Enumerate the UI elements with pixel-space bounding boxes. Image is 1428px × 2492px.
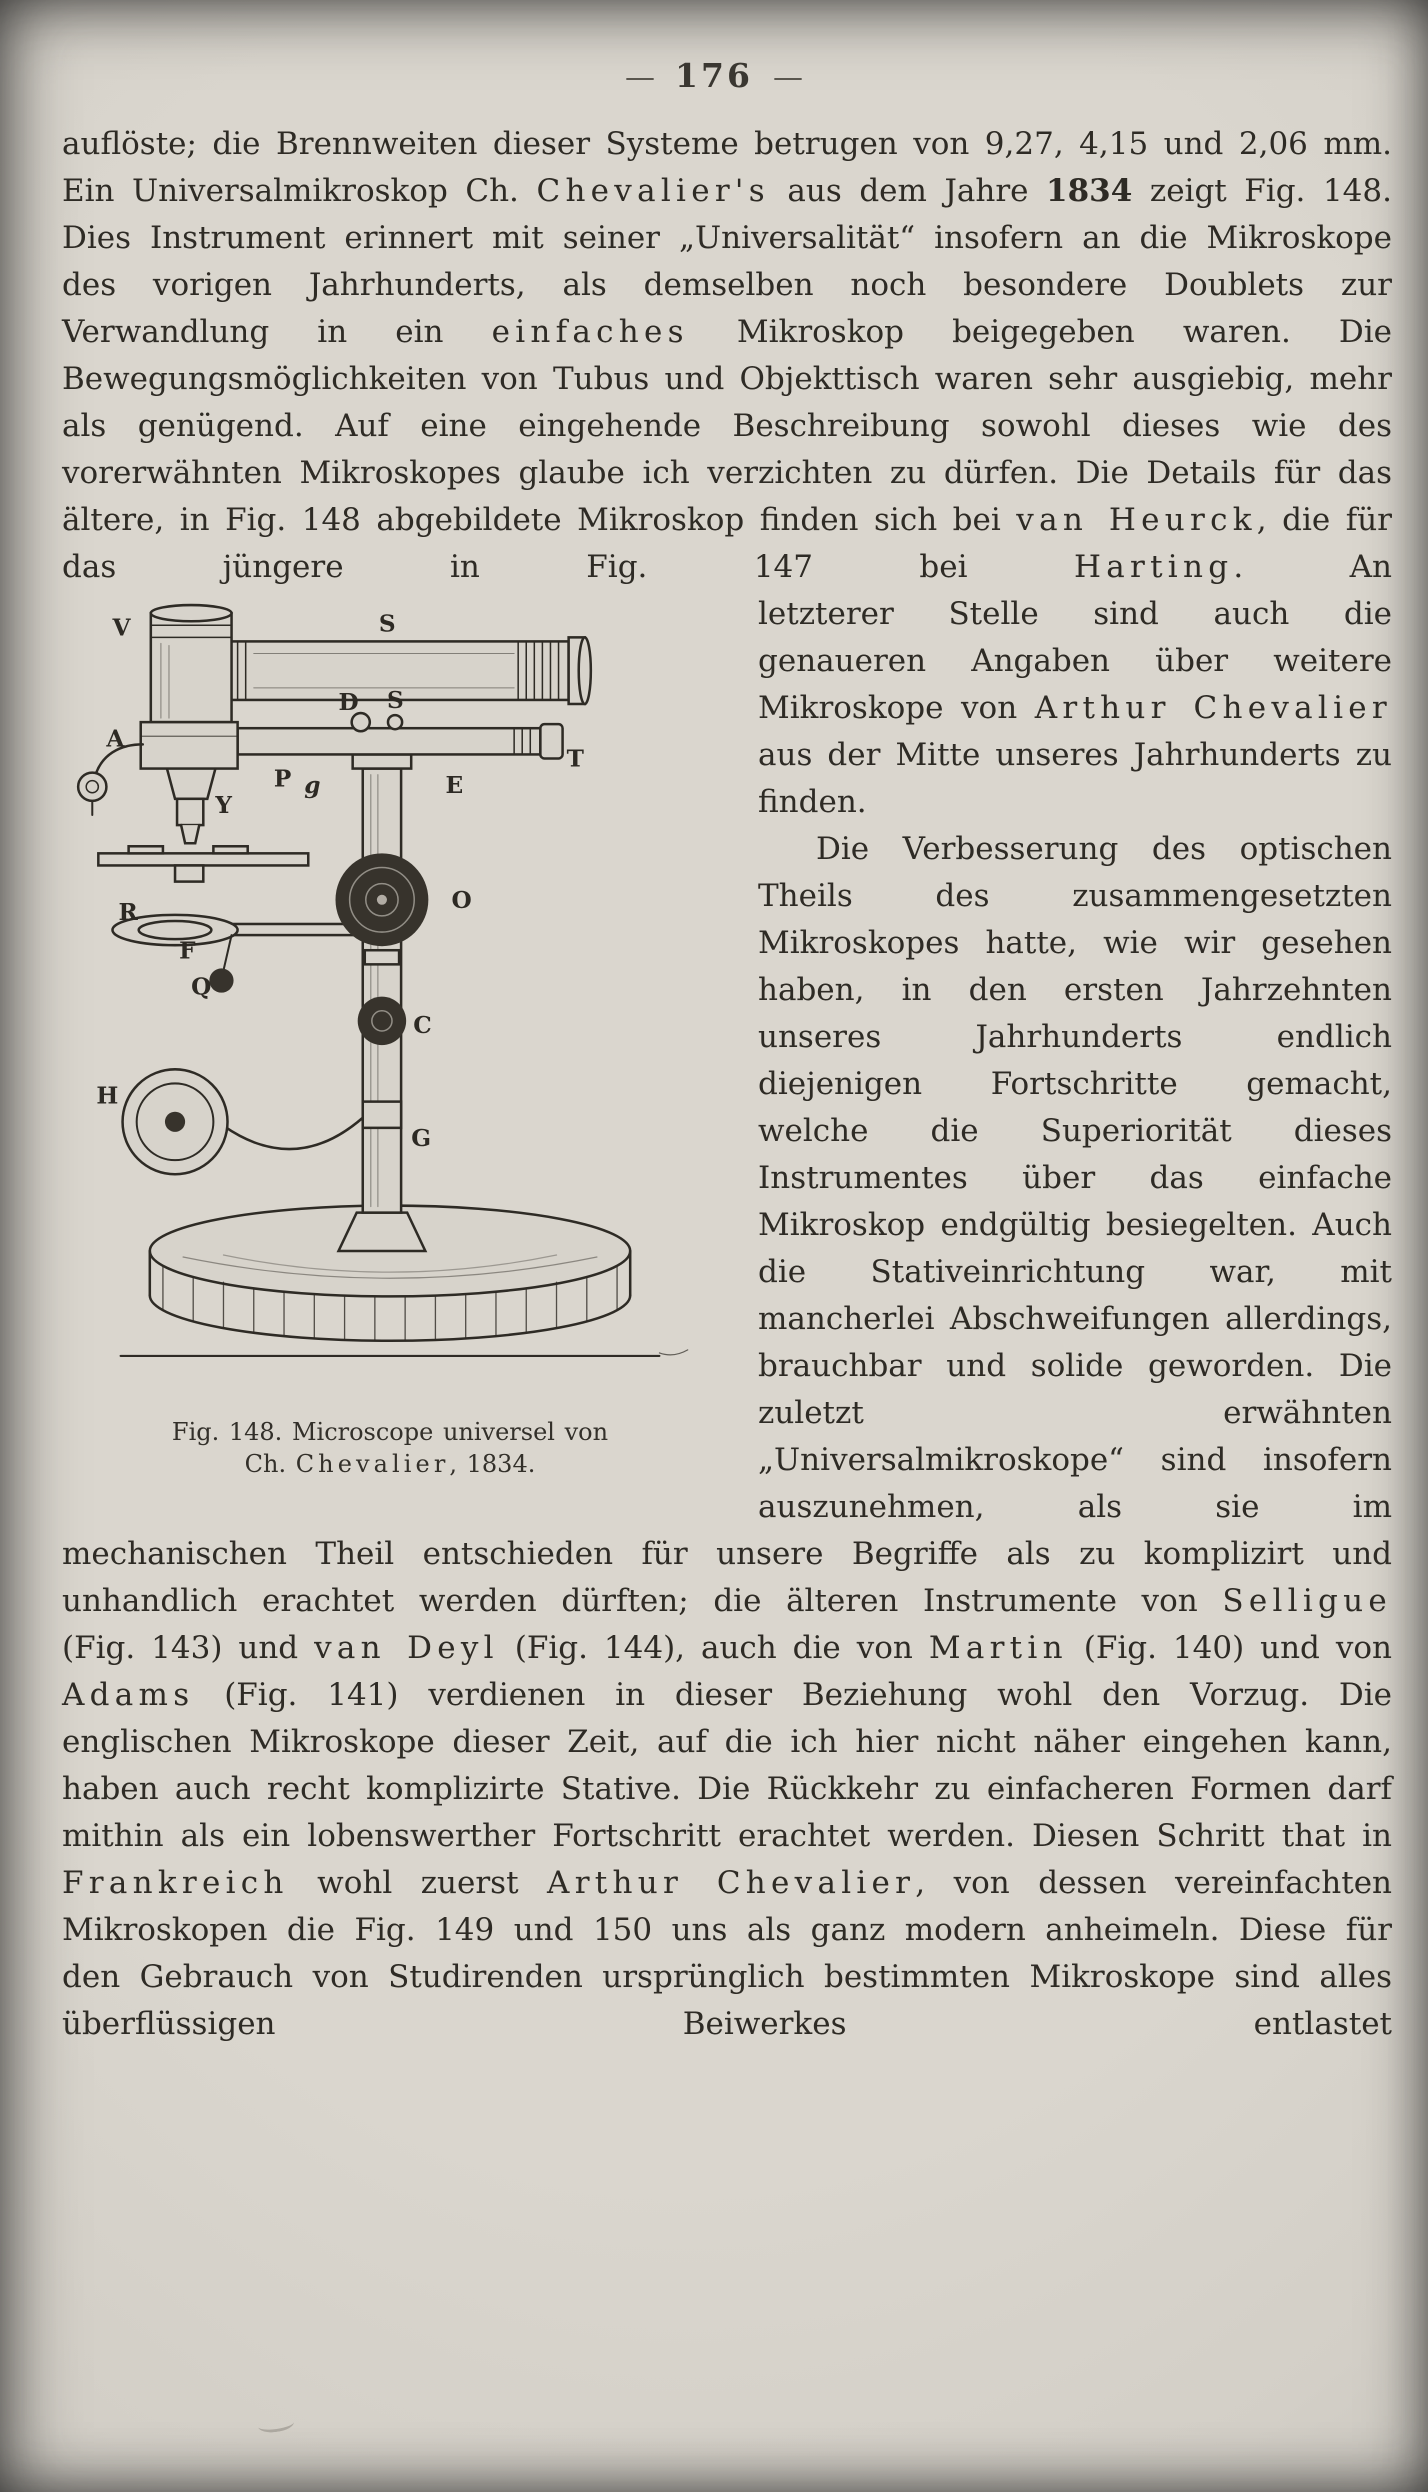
header-rule-left: —	[625, 60, 656, 95]
svg-text:Q: Q	[191, 973, 212, 1001]
figure-caption-line1: Fig. 148. Microscope universel von	[171, 1418, 609, 1447]
svg-text:S: S	[378, 610, 396, 638]
body-paragraph-2: Die Verbesserung des optischen Theils des zusammengesetzten Mikroskopes hatte, wie wir gesehen haben, in den ersten Jahrzehnten unseres Jahrhunderts endlich diejenigen Fortschritte gemacht, welche die Superiorität dieses Instrumentes über das einfache Mikroskop endgültig besiegelten. Auch die Stativeinrichtung war, mit mancherlei Abschweifungen allerdings, brauchbar und solide geworden. Die zuletzt erwähnten „Universalmikroskope“ sind insofern auszunehmen, als sie im mechanischen Theil entschieden für unsere Begriffe als zu komplizirt und unhandlich erachtet werden dürften; die älteren Instrumente von Selligue (Fig. 143) und van Deyl (Fig. 144), auch die von Martin (Fig. 140) und von Adams (Fig. 141) verdienen in dieser Beziehung wohl den Vorzug. Die englischen Mikroskope dieser Zeit, auf die ich hier nicht näher eingehen kann, haben auch recht komplizirte Stative. Die Rückkehr zu einfacheren Formen darf mithin als ein lobenswerther Fortschritt erachtet werden. Diesen Schritt that in Frankreich wohl zuerst Arthur Chevalier, von dessen vereinfachten Mikroskopen die Fig. 149 und 150 uns als ganz modern anheimeln. Diese für den Gebrauch von Studirenden ursprünglich bestimmten Mikroskope sind alles überflüssigen Beiwerkes entlastet	[62, 831, 1393, 2042]
svg-text:Y: Y	[215, 791, 232, 819]
svg-text:R: R	[118, 898, 138, 926]
svg-text:H: H	[96, 1082, 119, 1110]
figure-148	[62, 597, 718, 1480]
header-rule-right: —	[772, 60, 803, 95]
pencil-mark	[257, 2415, 295, 2435]
svg-text:E: E	[445, 771, 464, 799]
body-paragraph-1a: auflöste; die Brennweiten dieser Systeme betrugen von 9,27, 4,15 und 2,06 mm. Ein Universalmikroskop Ch. Chevalier's aus dem Jahre 1834 zeigt Fig. 148. Dies Instrument erinnert mit seiner „Universalität“ insofern an die Mikroskope des vorigen Jahrhunderts, als demselben noch besondere Doublets zur Verwandlung in ein einfaches Mikroskop beigegeben waren. Die Bewegungsmöglichkeiten von Tubus und Objekttisch waren sehr ausgiebig, mehr als genügend. Auf eine eingehende Beschreibung sowohl dieses wie des vorerwähnten Mikroskopes glaube ich verzichten zu dürfen. Die Details für das ältere, in Fig. 148 abgebildete Mikroskop finden sich bei van Heurck, die für das jüngere in Fig. 147 bei Harting. An	[62, 126, 1393, 585]
body-paragraph-1b: letzterer Stelle sind auch die genaueren Angaben über weitere Mikroskope von Arthur Chevalier aus der Mitte unseres Jahrhunderts zu finden.	[758, 596, 1392, 820]
figure-caption-line2: Ch. Chevalier, 1834.	[244, 1450, 536, 1479]
page-header	[0, 0, 1428, 95]
svg-text:O: O	[451, 886, 472, 914]
svg-text:D: D	[338, 689, 359, 717]
svg-text:S: S	[386, 687, 404, 715]
svg-text:C: C	[413, 1011, 432, 1039]
figure-caption	[62, 1416, 718, 1480]
svg-text:P: P	[273, 765, 292, 793]
text-block	[0, 95, 1428, 2048]
svg-text:V: V	[112, 614, 131, 642]
svg-text:g: g	[304, 771, 321, 799]
svg-text:A: A	[106, 725, 125, 753]
figure-wrap-region	[62, 591, 1392, 2048]
microscope-engraving	[62, 597, 718, 1404]
page-number: 176	[675, 56, 753, 95]
svg-text:T: T	[566, 745, 584, 773]
svg-text:G: G	[411, 1125, 432, 1153]
svg-text:F: F	[179, 937, 196, 965]
